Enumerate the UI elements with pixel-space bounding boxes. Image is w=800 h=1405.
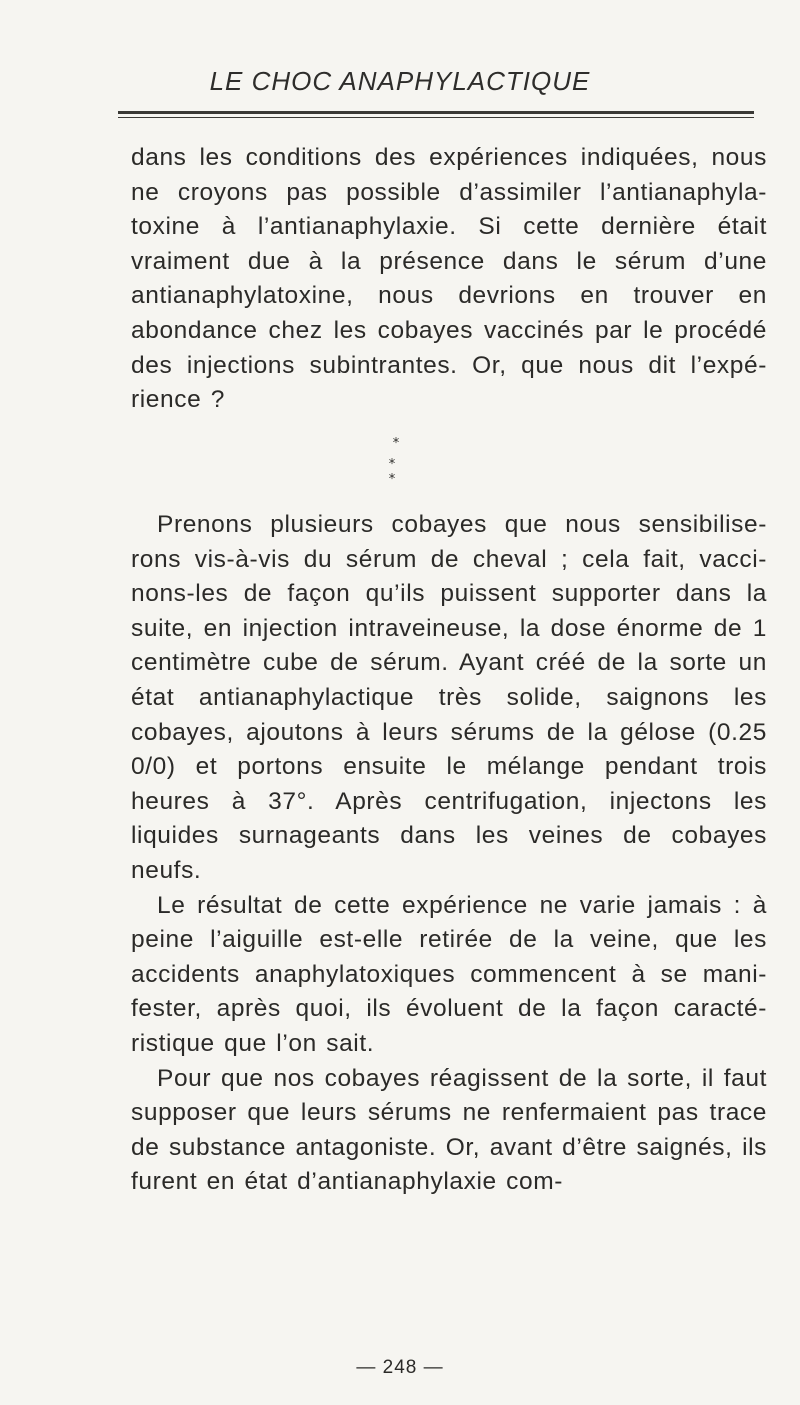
text-block-top	[131, 141, 767, 418]
text-block-main	[131, 508, 767, 1200]
paragraph-2: Prenons plusieurs cobayes que nous sensibilise-rons vis-à-vis du sérum de cheval ; cela fait, vacci-nons-les de façon qu’ils puissent supporter dans la suite, en injection intraveineuse, la dose énorme de 1 centimètre cube de sérum. Ayant créé de la sorte un état antianaphylactique très solide, saignons les cobayes, ajoutons à leurs sérums de la gélose (0.25 0/0) et portons ensuite le mélange pendant trois heures à 37°. Après centrifugation, injectons les liquides surnageants dans les veines de cobayes neufs.	[131, 511, 767, 884]
header-rule-thick	[118, 111, 754, 114]
asterism-bottom-stars: * *	[388, 457, 404, 487]
paragraph-4: Pour que nos cobayes réagissent de la sorte, il faut supposer que leurs sérums ne renfermaient pas trace de substance antagoniste. Or, avant d’être saignés, ils furent en état d’antianaphylaxie com-	[131, 1064, 767, 1196]
page-number: — 248 —	[356, 1357, 444, 1378]
paragraph-3: Le résultat de cette expérience ne varie jamais : à peine l’aiguille est-elle retirée de la veine, que les accidents anaphylatoxiques commencent à se mani-fester, après quoi, ils évoluent de la façon caracté-ristique que l’on sait.	[131, 891, 767, 1057]
asterism-top-star: *	[392, 436, 400, 451]
running-title: LE CHOC ANAPHYLACTIQUE	[209, 66, 591, 96]
paragraph-1: dans les conditions des expériences indiquées, nous ne croyons pas possible d’assimiler l’antianaphyla-toxine à l’antianaphylaxie. Si cette dernière était vraiment due à la présence dans le sérum d’une antianaphylatoxine, nous devrions en trouver en abondance chez les cobayes vaccinés par le procédé des injections subintrantes. Or, que nous dit l’expé-rience ?	[131, 144, 767, 414]
header-rule-thin	[118, 117, 754, 118]
